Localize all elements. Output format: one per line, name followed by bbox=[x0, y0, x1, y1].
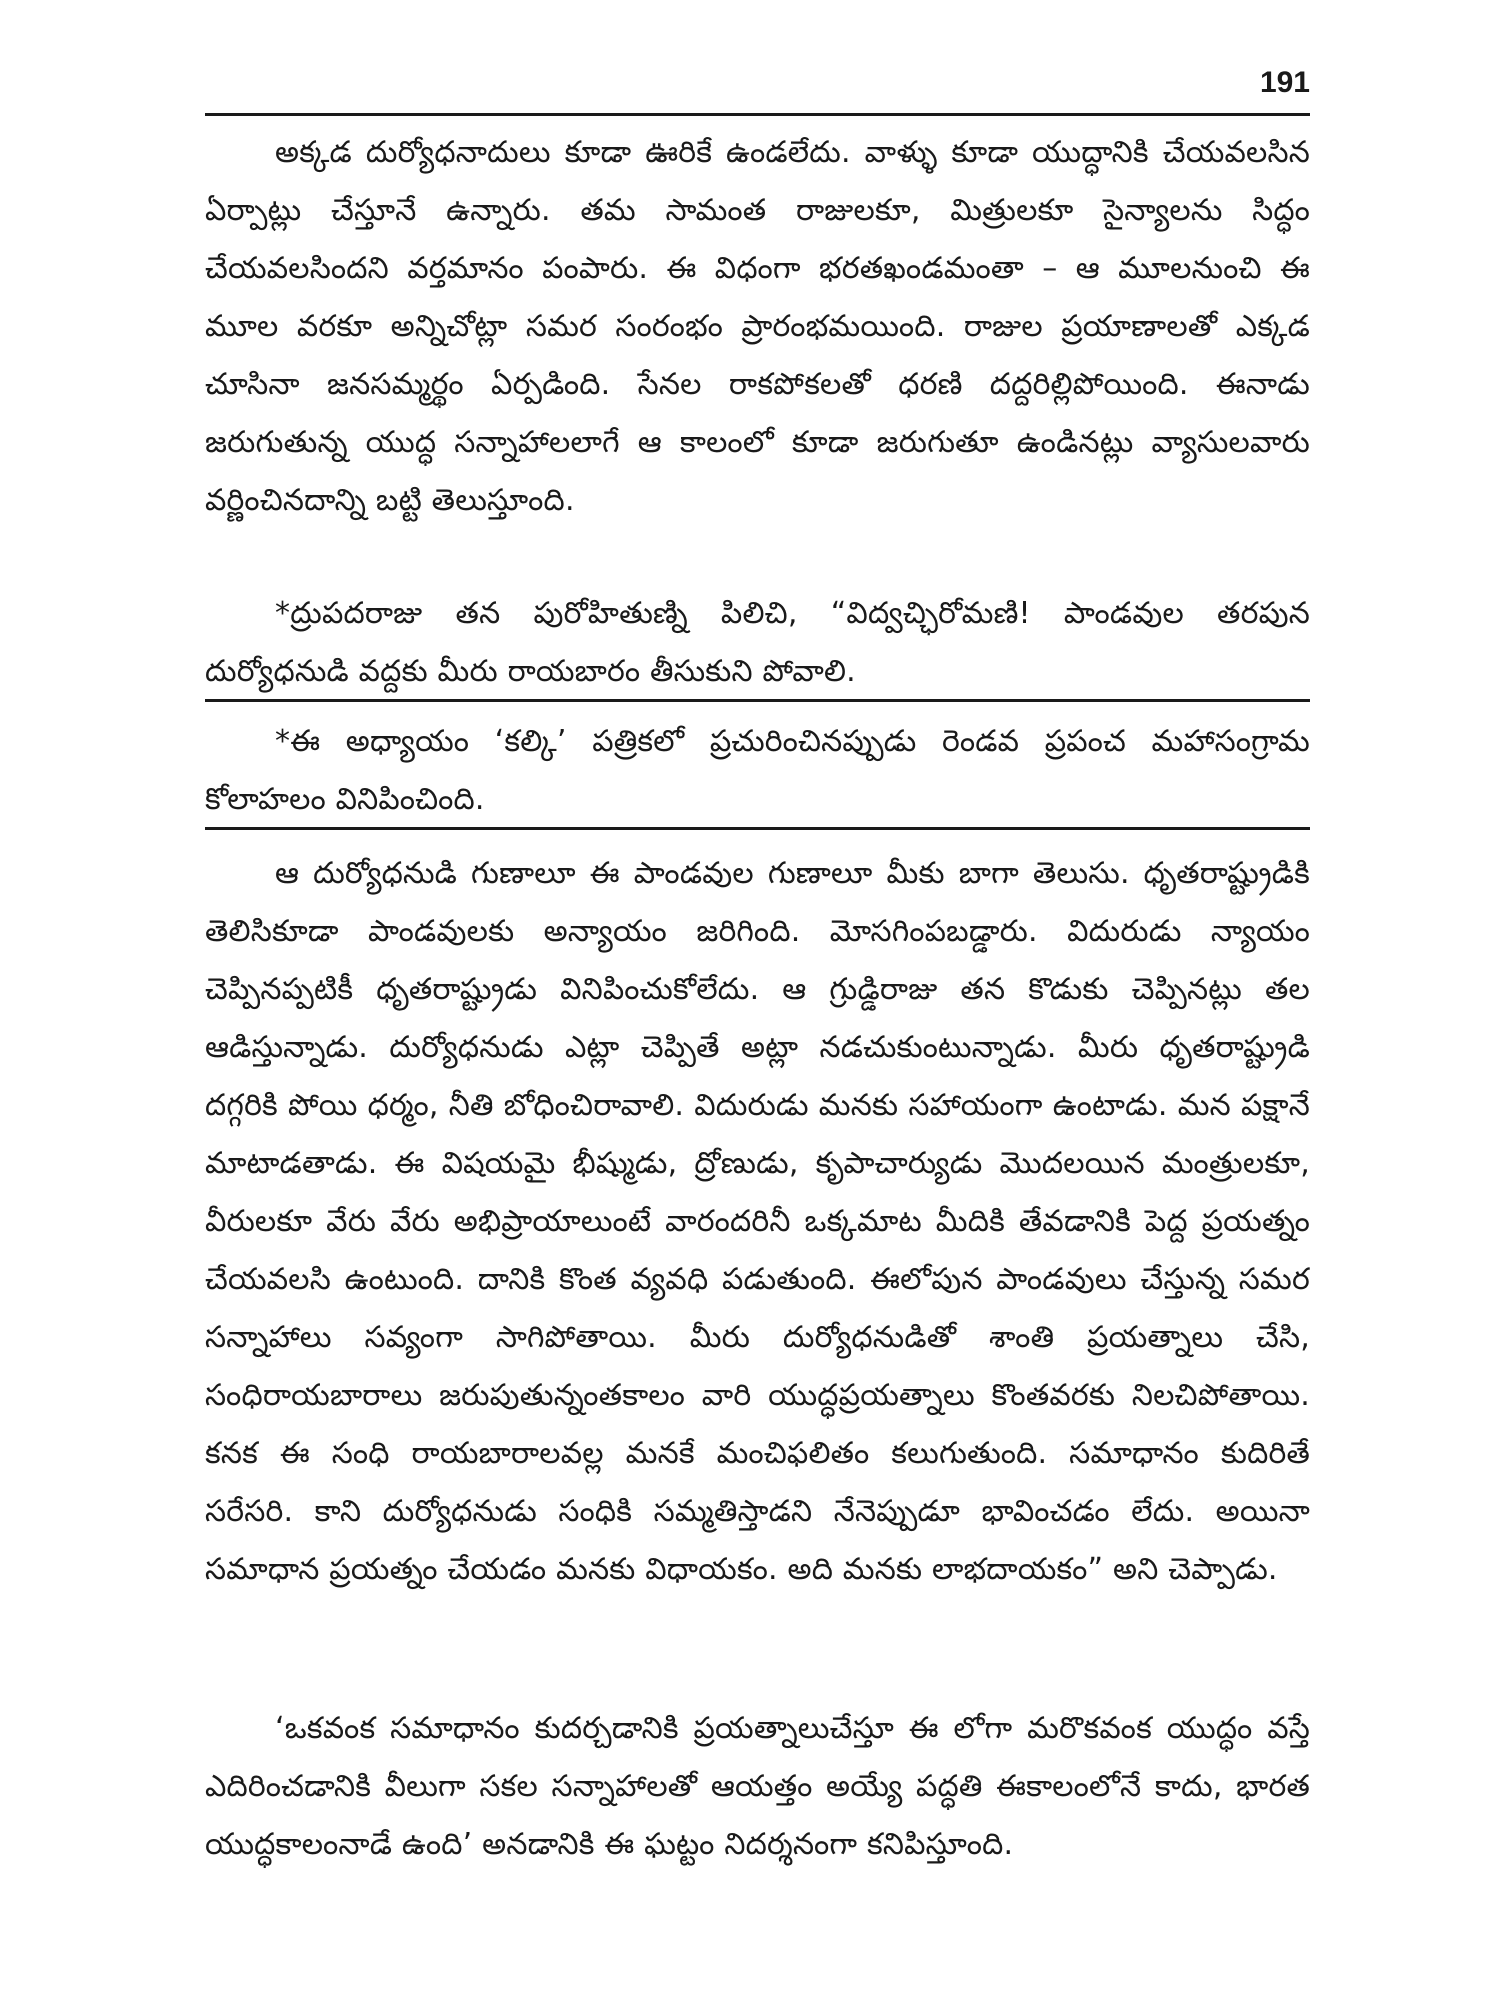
body-block-3 bbox=[205, 845, 1310, 1599]
body-block-1 bbox=[205, 124, 1310, 530]
footnote-top-rule bbox=[205, 699, 1310, 702]
page-number: 191 bbox=[1259, 66, 1310, 99]
paragraph-3: ఆ దుర్యోధనుడి గుణాలూ ఈ పాండవుల గుణాలూ మీకు బాగా తెలుసు. ధృతరాష్ట్రుడికి తెలిసికూడా పాండవులకు అన్యాయం జరిగింది. మోసగింపబడ్డారు. విదురుడు న్యాయం చెప్పినప్పటికీ ధృతరాష్ట్రుడు వినిపించుకోలేదు. ఆ గ్రుడ్డిరాజు తన కొడుకు చెప్పినట్లు తల ఆడిస్తున్నాడు. దుర్యోధనుడు ఎట్లా చెప్పితే అట్లా నడచుకుంటున్నాడు. మీరు ధృతరాష్ట్రుడి దగ్గరికి పోయి ధర్మం, నీతి బోధించిరావాలి. విదురుడు మనకు సహాయంగా ఉంటాడు. మన పక్షానే మాటాడతాడు. ఈ విషయమై భీష్ముడు, ద్రోణుడు, కృపాచార్యుడు మొదలయిన మంత్రులకూ, వీరులకూ వేరు వేరు అభిప్రాయాలుంటే వారందరినీ ఒక్కమాట మీదికి తేవడానికి పెద్ద ప్రయత్నం చేయవలసి ఉంటుంది. దానికి కొంత వ్యవధి పడుతుంది. ఈలోపున పాండవులు చేస్తున్న సమర సన్నాహాలు సవ్యంగా సాగిపోతాయి. మీరు దుర్యోధనుడితో శాంతి ప్రయత్నాలు చేసి, సంధిరాయబారాలు జరుపుతున్నంతకాలం వారి యుద్ధప్రయత్నాలు కొంతవరకు నిలచిపోతాయి. కనక ఈ సంధి రాయబారాలవల్ల మనకే మంచిఫలితం కలుగుతుంది. సమాధానం కుదిరితే సరేసరి. కాని దుర్యోధనుడు సంధికి సమ్మతిస్తాడని నేనెప్పుడూ భావించడం లేదు. అయినా సమాధాన ప్రయత్నం చేయడం మనకు విధాయకం. అది మనకు లాభదాయకం” అని చెప్పాడు. bbox=[205, 856, 1310, 1587]
footnote: *ఈ అధ్యాయం ‘కల్కి’ పత్రికలో ప్రచురించినప్పుడు రెండవ ప్రపంచ మహాసంగ్రామ కోలాహలం వినిపించింది. bbox=[205, 724, 1310, 817]
footnote-bottom-rule bbox=[205, 827, 1310, 830]
footnote-block bbox=[205, 713, 1310, 829]
header-rule bbox=[205, 113, 1310, 116]
paragraph-2: *ద్రుపదరాజు తన పురోహితుణ్ని పిలిచి, “విద్వచ్ఛిరోమణి! పాండవుల తరపున దుర్యోధనుడి వద్దకు మీరు రాయబారం తీసుకుని పోవాలి. bbox=[205, 596, 1310, 689]
body-block-2 bbox=[205, 585, 1310, 701]
paragraph-1: అక్కడ దుర్యోధనాదులు కూడా ఊరికే ఉండలేదు. వాళ్ళు కూడా యుద్ధానికి చేయవలసిన ఏర్పాట్లు చేస్తూనే ఉన్నారు. తమ సామంత రాజులకూ, మిత్రులకూ సైన్యాలను సిద్ధం చేయవలసిందని వర్తమానం పంపారు. ఈ విధంగా భరతఖండమంతా – ఆ మూలనుంచి ఈ మూల వరకూ అన్నిచోట్లా సమర సంరంభం ప్రారంభమయింది. రాజుల ప్రయాణాలతో ఎక్కడ చూసినా జనసమ్మర్థం ఏర్పడింది. సేనల రాకపోకలతో ధరణి దద్దరిల్లిపోయింది. ఈనాడు జరుగుతున్న యుద్ధ సన్నాహాలలాగే ఆ కాలంలో కూడా జరుగుతూ ఉండినట్లు వ్యాసులవారు వర్ణించినదాన్ని బట్టి తెలుస్తూంది. bbox=[205, 135, 1310, 518]
paragraph-4: ‘ఒకవంక సమాధానం కుదర్చడానికి ప్రయత్నాలుచేస్తూ ఈ లోగా మరొకవంక యుద్ధం వస్తే ఎదిరించడానికి వీలుగా సకల సన్నాహాలతో ఆయత్తం అయ్యే పద్ధతి ఈకాలంలోనే కాదు, భారత యుద్ధకాలంనాడే ఉంది’ అనడానికి ఈ ఘట్టం నిదర్శనంగా కనిపిస్తూంది. bbox=[205, 1711, 1310, 1862]
body-block-4 bbox=[205, 1700, 1310, 1874]
